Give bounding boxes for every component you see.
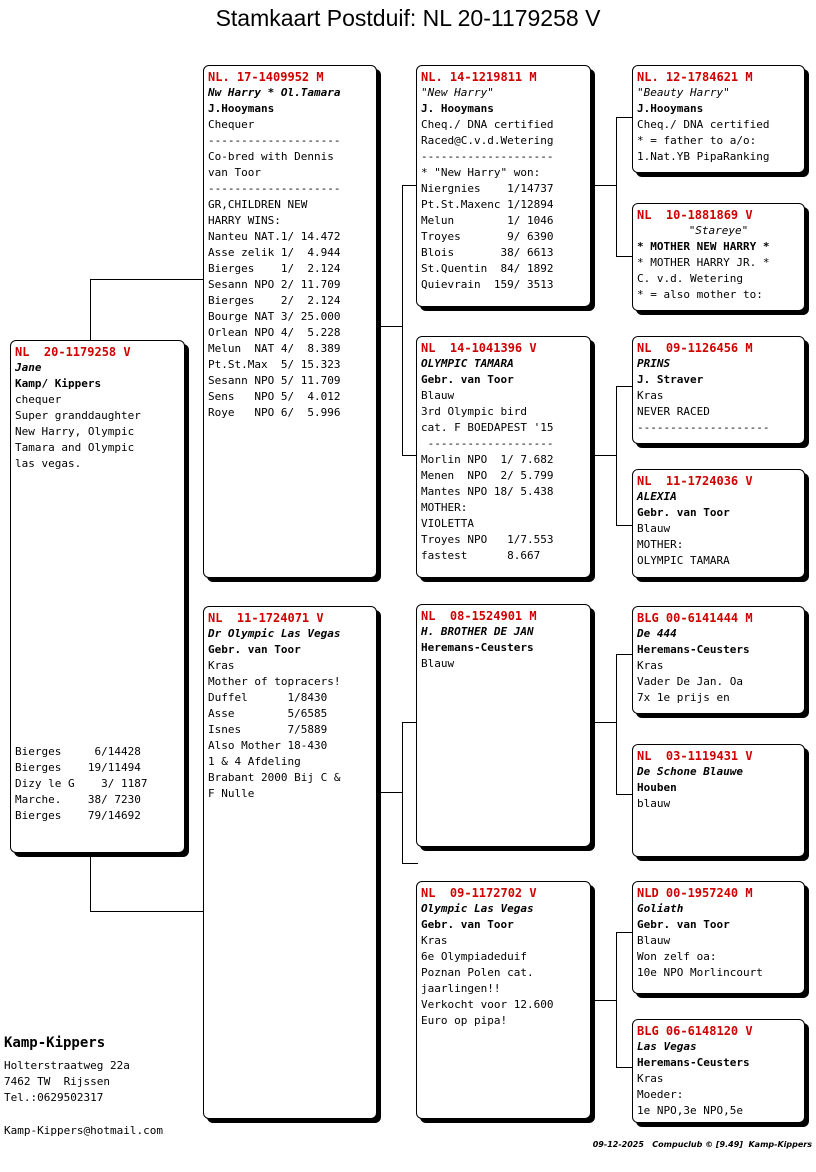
info-line: chequer — [15, 393, 62, 406]
info-line: Sens NPO 5/ 4.012 — [208, 390, 341, 403]
info-line: * MOTHER HARRY JR. * — [637, 256, 770, 269]
info-line: 3rd Olympic bird — [421, 405, 527, 418]
owner-name: Heremans-Ceusters — [421, 641, 534, 654]
connector-line — [402, 185, 403, 455]
info-line: cat. F BOEDAPEST '15 — [421, 421, 554, 434]
owner-name: Gebr. van Toor — [637, 506, 730, 519]
info-line: Blauw — [637, 522, 671, 535]
connector-line — [90, 279, 204, 280]
info-line: GR,CHILDREN NEW — [208, 198, 308, 211]
info-line: Kras — [421, 934, 448, 947]
info-line: St.Quentin 84/ 1892 — [421, 262, 554, 275]
info-line: Co-bred with Dennis — [208, 150, 334, 163]
ring-number: NL. 17-1409952 M — [208, 70, 324, 84]
result-line: Bierges 79/14692 — [15, 809, 141, 822]
info-line: Troyes NPO 1/7.553 — [421, 533, 554, 546]
ring-number: BLG 06-6148120 V — [637, 1024, 753, 1038]
info-line: Kras — [637, 659, 664, 672]
ring-number: NL. 14-1219811 M — [421, 70, 537, 84]
pigeon-name: De Schone Blauwe — [637, 765, 743, 778]
owner-name: Gebr. van Toor — [637, 918, 730, 931]
pigeon-card-mother-mother[interactable] — [416, 881, 591, 1119]
info-line: NEVER RACED — [637, 405, 710, 418]
info-line: Asse 5/6585 — [208, 707, 328, 720]
owner-name: * MOTHER NEW HARRY * — [637, 240, 770, 253]
info-line: Melun 1/ 1046 — [421, 214, 554, 227]
pigeon-name: De 444 — [637, 627, 677, 640]
info-line: New Harry, Olympic — [15, 425, 135, 438]
connector-line — [402, 863, 418, 864]
info-line: Tamara and Olympic — [15, 441, 135, 454]
pigeon-name: Olympic Las Vegas — [421, 902, 534, 915]
pigeon-card-fff[interactable] — [632, 65, 805, 173]
info-line: Quievrain 159/ 3513 — [421, 278, 554, 291]
info-line: 1 & 4 Afdeling — [208, 755, 301, 768]
info-line: Nanteu NAT.1/ 14.472 — [208, 230, 341, 243]
info-line: Roye NPO 6/ 5.996 — [208, 406, 341, 419]
info-line: Vader De Jan. Oa — [637, 675, 743, 688]
pigeon-name: H. BROTHER DE JAN — [421, 625, 534, 638]
info-line: Super granddaughter — [15, 409, 141, 422]
info-line: jaarlingen!! — [421, 982, 501, 995]
connector-line — [616, 117, 617, 256]
pigeon-name: PRINS — [637, 357, 671, 370]
info-line: Chequer — [208, 118, 255, 131]
pigeon-name: Dr Olympic Las Vegas — [208, 627, 341, 640]
info-line: Moeder: — [637, 1088, 684, 1101]
info-line: -------------------- — [421, 150, 554, 163]
info-line: * "New Harry" won: — [421, 166, 541, 179]
info-line: Blois 38/ 6613 — [421, 246, 554, 259]
club-address-line2: 7462 TW Rijssen — [4, 1075, 110, 1088]
info-line: Pt.St.Maxenc 1/12894 — [421, 198, 554, 211]
owner-name: Gebr. van Toor — [421, 918, 514, 931]
info-line: blauw — [637, 797, 671, 810]
result-line: Bierges 6/14428 — [15, 745, 141, 758]
connector-line — [376, 326, 402, 327]
ring-number: NL 09-1172702 V — [421, 886, 537, 900]
info-line: Raced@C.v.d.Wetering — [421, 134, 554, 147]
result-line: Bierges 19/11494 — [15, 761, 141, 774]
pigeon-name: "Stareye" — [688, 224, 749, 237]
info-line: Asse zelik 1/ 4.944 — [208, 246, 341, 259]
owner-name: Kamp/ Kippers — [15, 377, 102, 390]
info-line: Euro op pipa! — [421, 1014, 508, 1027]
info-line: -------------------- — [208, 134, 341, 147]
page-title: Stamkaart Postduif: NL 20-1179258 V — [215, 5, 601, 31]
result-line: Dizy le G 3/ 1187 — [15, 777, 148, 790]
owner-name: Heremans-Ceusters — [637, 643, 750, 656]
pigeon-name: "New Harry" — [421, 86, 494, 99]
info-line: Blauw — [637, 934, 671, 947]
ring-number: NL 11-1724036 V — [637, 474, 753, 488]
info-line: 7x 1e prijs en — [637, 691, 730, 704]
info-line: Verkocht voor 12.600 — [421, 998, 554, 1011]
pigeon-name: Las Vegas — [637, 1040, 697, 1053]
pigeon-card-mfm[interactable] — [632, 744, 805, 857]
info-line: Morlin NPO 1/ 7.682 — [421, 453, 554, 466]
info-line: * = father to a/o: — [637, 134, 757, 147]
pigeon-card-mother-father[interactable] — [416, 604, 591, 847]
info-line: MOTHER: — [421, 501, 468, 514]
pigeon-card-father-father[interactable] — [416, 65, 591, 307]
info-line: Cheq./ DNA certified — [637, 118, 770, 131]
connector-line — [376, 792, 402, 793]
info-line: fastest 8.667 — [421, 549, 541, 562]
info-line: Bierges 1/ 2.124 — [208, 262, 341, 275]
club-address-line1: Holterstraatweg 22a — [4, 1059, 130, 1072]
info-line: Kras — [637, 1072, 664, 1085]
connector-line — [402, 722, 403, 863]
info-line: Kras — [637, 389, 664, 402]
info-line: Sesann NPO 2/ 11.709 — [208, 278, 341, 291]
connector-line — [90, 852, 91, 912]
info-line: HARRY WINS: — [208, 214, 281, 227]
info-line: Poznan Polen cat. — [421, 966, 534, 979]
info-line: 6e Olympiadeduif — [421, 950, 527, 963]
footer-credit: 09-12-2025 Compuclub © [9.49] Kamp-Kippers — [592, 1140, 812, 1149]
ring-number: NL 14-1041396 V — [421, 341, 537, 355]
info-line: las vegas. — [15, 457, 82, 470]
info-line: Brabant 2000 Bij C & — [208, 771, 341, 784]
info-line: Kras — [208, 659, 235, 672]
ring-number: BLG 00-6141444 M — [637, 611, 753, 625]
info-line: Mantes NPO 18/ 5.438 — [421, 485, 554, 498]
pigeon-name: OLYMPIC TAMARA — [421, 357, 514, 370]
info-line: ------------------- — [421, 437, 554, 450]
pigeon-name: ALEXIA — [637, 490, 677, 503]
connector-line — [590, 185, 616, 186]
pigeon-card-mmm[interactable] — [632, 1019, 805, 1123]
pigeon-card-father-mother[interactable] — [416, 336, 591, 578]
owner-name: J. Straver — [637, 373, 704, 386]
result-line: Marche. 38/ 7230 — [15, 793, 141, 806]
info-line: Also Mother 18-430 — [208, 739, 328, 752]
owner-name: J.Hooymans — [208, 102, 275, 115]
info-line: Won zelf oa: — [637, 950, 717, 963]
info-line: Niergnies 1/14737 — [421, 182, 554, 195]
info-line: Orlean NPO 4/ 5.228 — [208, 326, 341, 339]
owner-name: Heremans-Ceusters — [637, 1056, 750, 1069]
ring-number: NL 09-1126456 M — [637, 341, 753, 355]
connector-line — [616, 932, 617, 1067]
subject-results — [15, 744, 147, 824]
pigeon-name: Goliath — [637, 902, 684, 915]
info-line: Melun NAT 4/ 8.389 — [208, 342, 341, 355]
info-line: Menen NPO 2/ 5.799 — [421, 469, 554, 482]
pigeon-card-mmf[interactable] — [632, 881, 805, 994]
connector-line — [590, 722, 616, 723]
ring-number: NLD 00-1957240 M — [637, 886, 753, 900]
club-email[interactable]: Kamp-Kippers@hotmail.com — [4, 1124, 163, 1137]
info-line: MOTHER: — [637, 538, 684, 551]
pigeon-name: "Beauty Harry" — [637, 86, 730, 99]
info-line: Duffel 1/8430 — [208, 691, 328, 704]
owner-name: Gebr. van Toor — [208, 643, 301, 656]
pigeon-card-mff[interactable] — [632, 606, 805, 714]
info-line: VIOLETTA — [421, 517, 474, 530]
ring-number: NL 08-1524901 M — [421, 609, 537, 623]
owner-name: J.Hooymans — [637, 102, 704, 115]
owner-name: J. Hooymans — [421, 102, 494, 115]
info-line: Bourge NAT 3/ 25.000 — [208, 310, 341, 323]
pigeon-card-ffm[interactable] — [632, 203, 805, 311]
pigeon-card-father[interactable] — [203, 65, 377, 578]
owner-name: Houben — [637, 781, 677, 794]
info-line: Blauw — [421, 389, 455, 402]
info-line: 10e NPO Morlincourt — [637, 966, 763, 979]
info-line: C. v.d. Wetering — [637, 272, 743, 285]
info-line: Bierges 2/ 2.124 — [208, 294, 341, 307]
ring-number: NL. 12-1784621 M — [637, 70, 753, 84]
info-line: 1e NPO,3e NPO,5e — [637, 1104, 743, 1117]
info-line: 1.Nat.YB PipaRanking — [637, 150, 770, 163]
ring-number: NL 20-1179258 V — [15, 345, 131, 359]
club-phone: Tel.:0629502317 — [4, 1091, 104, 1104]
info-line: -------------------- — [637, 421, 770, 434]
connector-line — [590, 1000, 616, 1001]
info-line: Sesann NPO 5/ 11.709 — [208, 374, 341, 387]
pigeon-card-subject[interactable] — [10, 340, 185, 853]
info-line: -------------------- — [208, 182, 341, 195]
pigeon-name: Jane — [15, 361, 42, 374]
info-line: * = also mother to: — [637, 288, 763, 301]
ring-number: NL 11-1724071 V — [208, 611, 324, 625]
info-line: Troyes 9/ 6390 — [421, 230, 554, 243]
club-name: Kamp-Kippers — [4, 1035, 106, 1051]
pigeon-name: Nw Harry * Ol.Tamara — [208, 86, 341, 99]
info-line: Pt.St.Max 5/ 15.323 — [208, 358, 341, 371]
connector-line — [90, 279, 91, 341]
ring-number: NL 10-1881869 V — [637, 208, 753, 222]
owner-name: Gebr. van Toor — [421, 373, 514, 386]
ring-number: NL 03-1119431 V — [637, 749, 753, 763]
info-line: Isnes 7/5889 — [208, 723, 328, 736]
info-line: Blauw — [421, 657, 455, 670]
connector-line — [90, 911, 204, 912]
info-line: OLYMPIC TAMARA — [637, 554, 730, 567]
info-line: Cheq./ DNA certified — [421, 118, 554, 131]
connector-line — [590, 455, 616, 456]
info-line: F Nulle — [208, 787, 255, 800]
pigeon-card-fmf[interactable] — [632, 336, 805, 444]
info-line: van Toor — [208, 166, 261, 179]
connector-line — [616, 386, 617, 525]
pigeon-card-fmm[interactable] — [632, 469, 805, 578]
pigeon-card-mother[interactable] — [203, 606, 377, 1119]
info-line: Mother of topracers! — [208, 675, 341, 688]
connector-line — [616, 654, 617, 794]
